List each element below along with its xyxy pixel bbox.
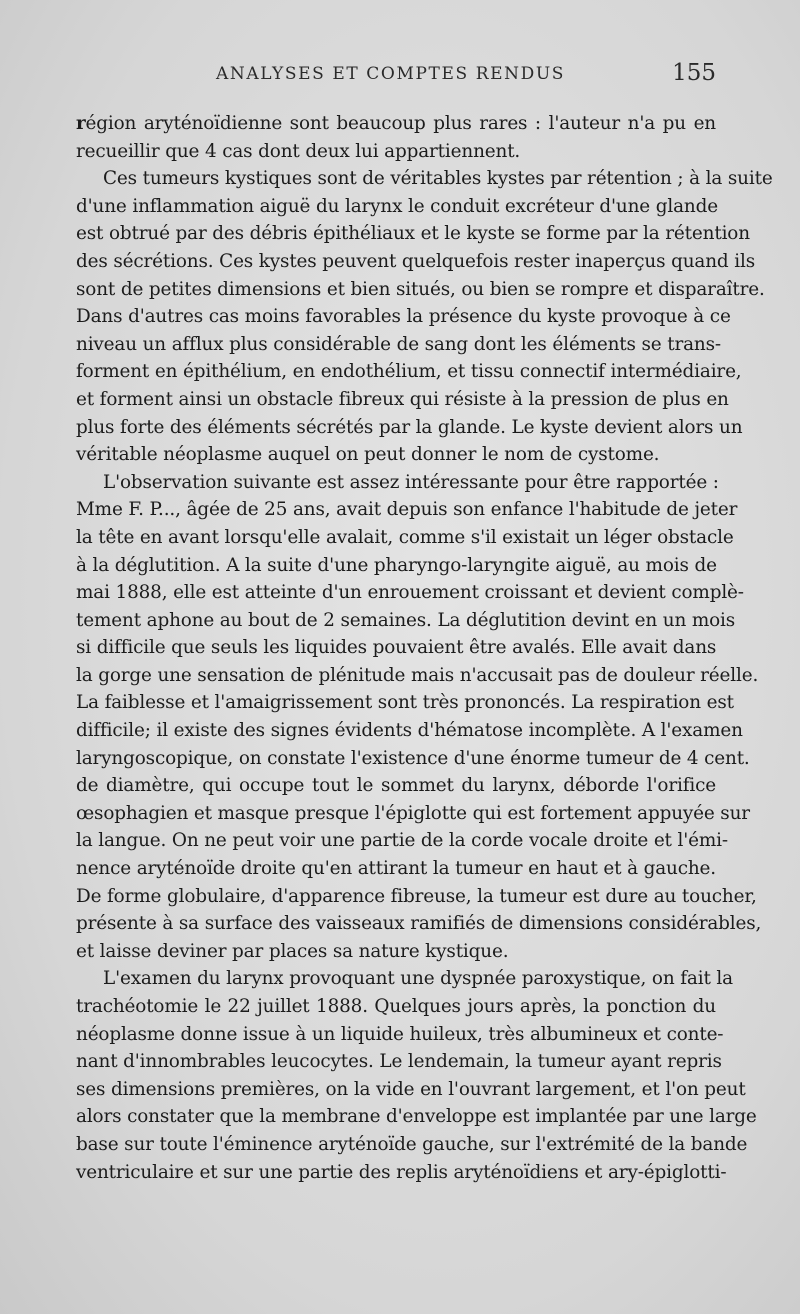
text-line: tement aphone au bout de 2 semaines. La déglutition devint en un mois	[76, 609, 736, 631]
text-line: difficile; il existe des signes évidents d'hématose incomplète. A l'examen	[76, 720, 743, 742]
running-head	[76, 60, 716, 94]
running-title: ANALYSES ET COMPTES RENDUS	[216, 64, 565, 84]
text-line: à la déglutition. A la suite d'une pharyngo-laryngite aiguë, au mois de	[76, 554, 717, 576]
text-line: L'observation suivante est assez intéressante pour être rapportée :	[103, 471, 719, 493]
text-line: de diamètre, qui occupe tout le sommet du larynx, déborde l'orifice	[76, 775, 716, 797]
text-line: recueillir que 4 cas dont deux lui appartiennent.	[76, 140, 521, 162]
text-line: trachéotomie le 22 juillet 1888. Quelques jours après, la ponction du	[76, 996, 716, 1017]
text-line: présente à sa surface des vaisseaux ramifiés de dimensions considérables,	[76, 913, 762, 935]
text-line: d'une inflammation aiguë du larynx le conduit excréteur d'une glande	[76, 195, 718, 217]
text-line: Ces tumeurs kystiques sont de véritables kystes par rétention ; à la suite	[103, 168, 773, 190]
text-line: Dans d'autres cas moins favorables la présence du kyste provoque à ce	[76, 306, 731, 328]
text-line: De forme globulaire, d'apparence fibreuse, la tumeur est dure au toucher,	[76, 885, 757, 907]
text-line: véritable néoplasme auquel on peut donner le nom de cystome.	[76, 444, 660, 466]
text-line: nence aryténoïde droite qu'en attirant la tumeur en haut et à gauche.	[76, 858, 716, 880]
text-line: la gorge une sensation de plénitude mais n'accusait pas de douleur réelle.	[76, 664, 759, 686]
text-line: sont de petites dimensions et bien situés, ou bien se rompre et disparaître.	[76, 278, 765, 300]
text-line: L'examen du larynx provoquant une dyspnée paroxystique, on fait la	[103, 968, 733, 990]
text-line: Mme F. P..., âgée de 25 ans, avait depuis son enfance l'habitude de jeter	[76, 499, 738, 521]
text-line: ventriculaire et sur une partie des replis aryténoïdiens et ary-épiglotti-	[76, 1161, 727, 1183]
text-line: base sur toute l'éminence aryténoïde gauche, sur l'extrémité de la bande	[76, 1133, 748, 1155]
text-line: et laisse deviner par places sa nature kystique.	[76, 940, 509, 962]
text-line: La faiblesse et l'amaigrissement sont très prononcés. La respiration est	[76, 692, 734, 714]
text-line: si difficile que seuls les liquides pouvaient être avalés. Elle avait dans	[76, 637, 717, 659]
text-line: la tête en avant lorsqu'elle avalait, comme s'il existait un léger obstacle	[76, 526, 734, 548]
text-line: région aryténoïdienne sont beaucoup plus rares : l'auteur n'a pu en	[76, 113, 716, 134]
text-line: nant d'innombrables leucocytes. Le lendemain, la tumeur ayant repris	[76, 1051, 722, 1073]
text-line: mai 1888, elle est atteinte d'un enrouement croissant et devient complè-	[76, 582, 744, 604]
text-line: et forment ainsi un obstacle fibreux qui résiste à la pression de plus en	[76, 388, 729, 410]
text-line: alors constater que la membrane d'enveloppe est implantée par une large	[76, 1106, 757, 1128]
text-line: laryngoscopique, on constate l'existence d'une énorme tumeur de 4 cent.	[76, 747, 750, 769]
text-line: forment en épithélium, en endothélium, et tissu connectif intermédiaire,	[76, 361, 742, 383]
text-line: niveau un afflux plus considérable de sang dont les éléments se trans-	[76, 333, 721, 355]
page-number: 155	[672, 60, 716, 86]
text-line: néoplasme donne issue à un liquide huileux, très albumineux et conte-	[76, 1023, 724, 1045]
text-line: la langue. On ne peut voir une partie de la corde vocale droite et l'émi-	[76, 830, 728, 852]
text-line: des sécrétions. Ces kystes peuvent quelquefois rester inaperçus quand ils	[76, 250, 755, 272]
text-line: plus forte des éléments sécrétés par la glande. Le kyste devient alors un	[76, 416, 743, 438]
body-text	[76, 110, 773, 1186]
text-line: ses dimensions premières, on la vide en l'ouvrant largement, et l'on peut	[76, 1078, 746, 1100]
text-line: œsophagien et masque presque l'épiglotte qui est fortement appuyée sur	[76, 802, 750, 824]
text-line: est obtrué par des débris épithéliaux et le kyste se forme par la rétention	[76, 223, 750, 245]
